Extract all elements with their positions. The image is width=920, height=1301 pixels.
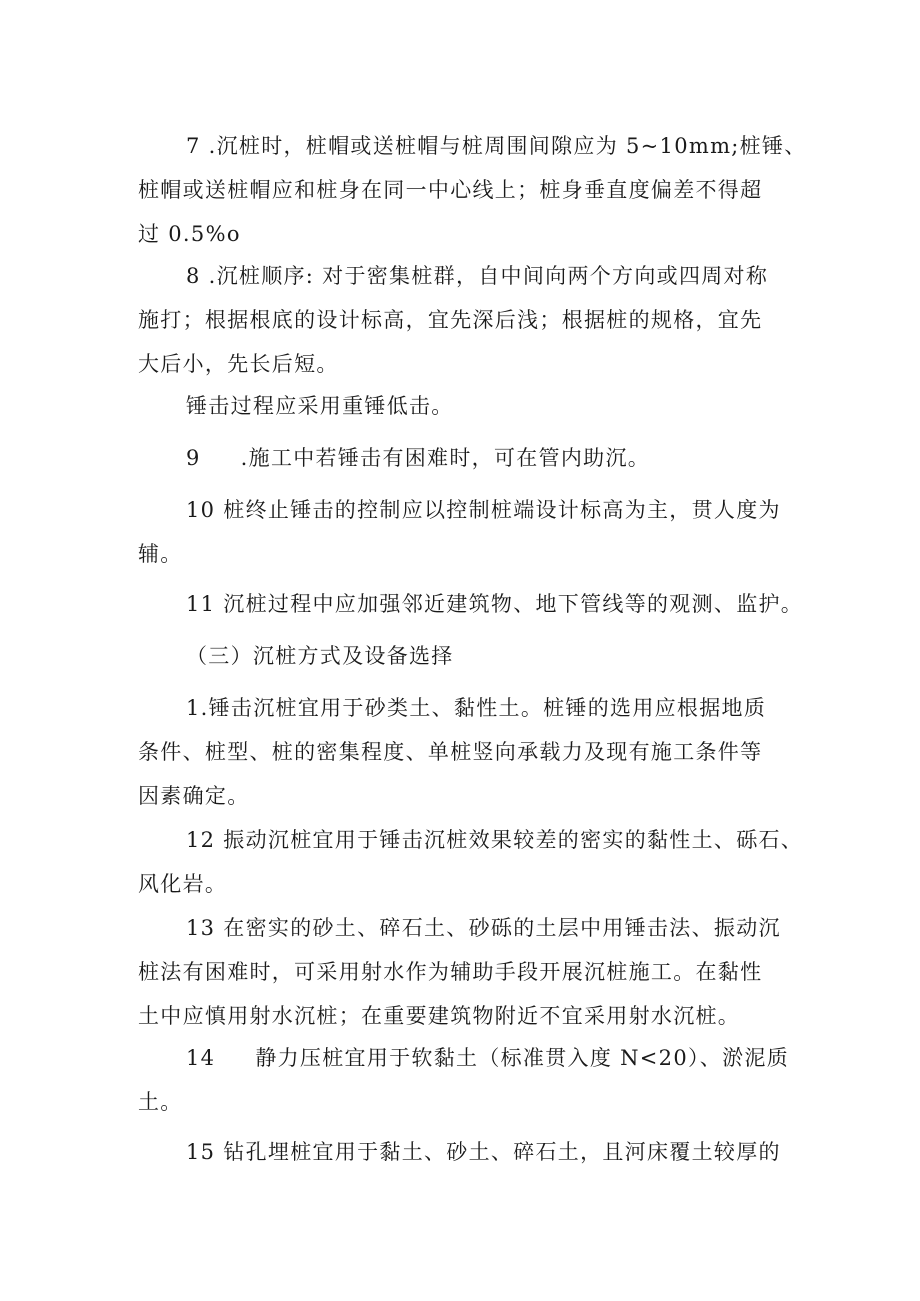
text-line [138, 1036, 798, 1080]
item-number: 14 [186, 1046, 216, 1070]
section-title: （三）沉桩方式及设备选择 [186, 644, 454, 668]
paragraph-hammer [138, 384, 798, 428]
text-line: 13 在密实的砂土、碎石土、砂砾的土层中用锤击法、振动沉 [186, 916, 781, 940]
item-text: .施工中若锤击有困难时，可在管内助沉。 [240, 446, 651, 470]
text-line: 土。 [138, 1090, 183, 1114]
paragraph-15 [138, 1130, 798, 1174]
text-line: 1.锤击沉桩宜用于砂类土、黏性土。桩锤的选用应根据地质 [186, 696, 767, 720]
paragraph-13 [138, 906, 798, 1038]
paragraph-9 [138, 436, 798, 480]
text-line: 施打；根据根底的设计标高，宜先深后浅；根据桩的规格，宜先 [138, 308, 763, 332]
paragraph-10 [138, 488, 798, 576]
paragraph-11 [138, 582, 804, 626]
text-line: 8 .沉桩顺序: 对于密集桩群，自中间向两个方向或四周对称 [186, 264, 769, 288]
text-line: 12 振动沉桩宜用于锤击沉桩效果较差的密实的黏性土、砾石、 [186, 828, 804, 852]
text-line: 11 沉桩过程中应加强邻近建筑物、地下管线等的观测、监护。 [186, 592, 804, 616]
item-text: 静力压桩宜用于软黏土（标准贯入度 N<20）、淤泥质 [255, 1046, 789, 1070]
text-line: 10 桩终止锤击的控制应以控制桩端设计标高为主，贯人度为 [186, 498, 781, 522]
paragraph-1 [138, 686, 798, 818]
text-line: 15 钻孔埋桩宜用于黏土、砂土、碎石土，且河床覆土较厚的 [186, 1140, 781, 1164]
text-line [138, 436, 798, 480]
item-number: 9 [186, 446, 201, 470]
paragraph-7 [138, 124, 807, 256]
text-line: 过 0.5%o [138, 222, 241, 246]
paragraph-8 [138, 254, 798, 386]
text-line: 桩帽或送桩帽应和桩身在同一中心线上；桩身垂直度偏差不得超 [138, 178, 763, 202]
paragraph-12 [138, 818, 804, 906]
text-line: 辅。 [138, 542, 183, 566]
section-heading [186, 634, 846, 678]
text-line: 桩法有困难时，可采用射水作为辅助手段开展沉桩施工。在黏性 [138, 960, 763, 984]
text-line: 因素确定。 [138, 784, 250, 808]
paragraph-14 [138, 1036, 798, 1124]
text-line: 条件、桩型、桩的密集程度、单桩竖向承载力及现有施工条件等 [138, 740, 763, 764]
text-line: 锤击过程应采用重锤低击。 [186, 394, 454, 418]
text-line: 土中应慎用射水沉桩；在重要建筑物附近不宜采用射水沉桩。 [138, 1004, 741, 1028]
text-line: 7 .沉桩时，桩帽或送桩帽与桩周围间隙应为 5~10mm;桩锤、 [186, 134, 807, 158]
text-line: 风化岩。 [138, 872, 228, 896]
text-line: 大后小，先长后短。 [138, 352, 339, 376]
